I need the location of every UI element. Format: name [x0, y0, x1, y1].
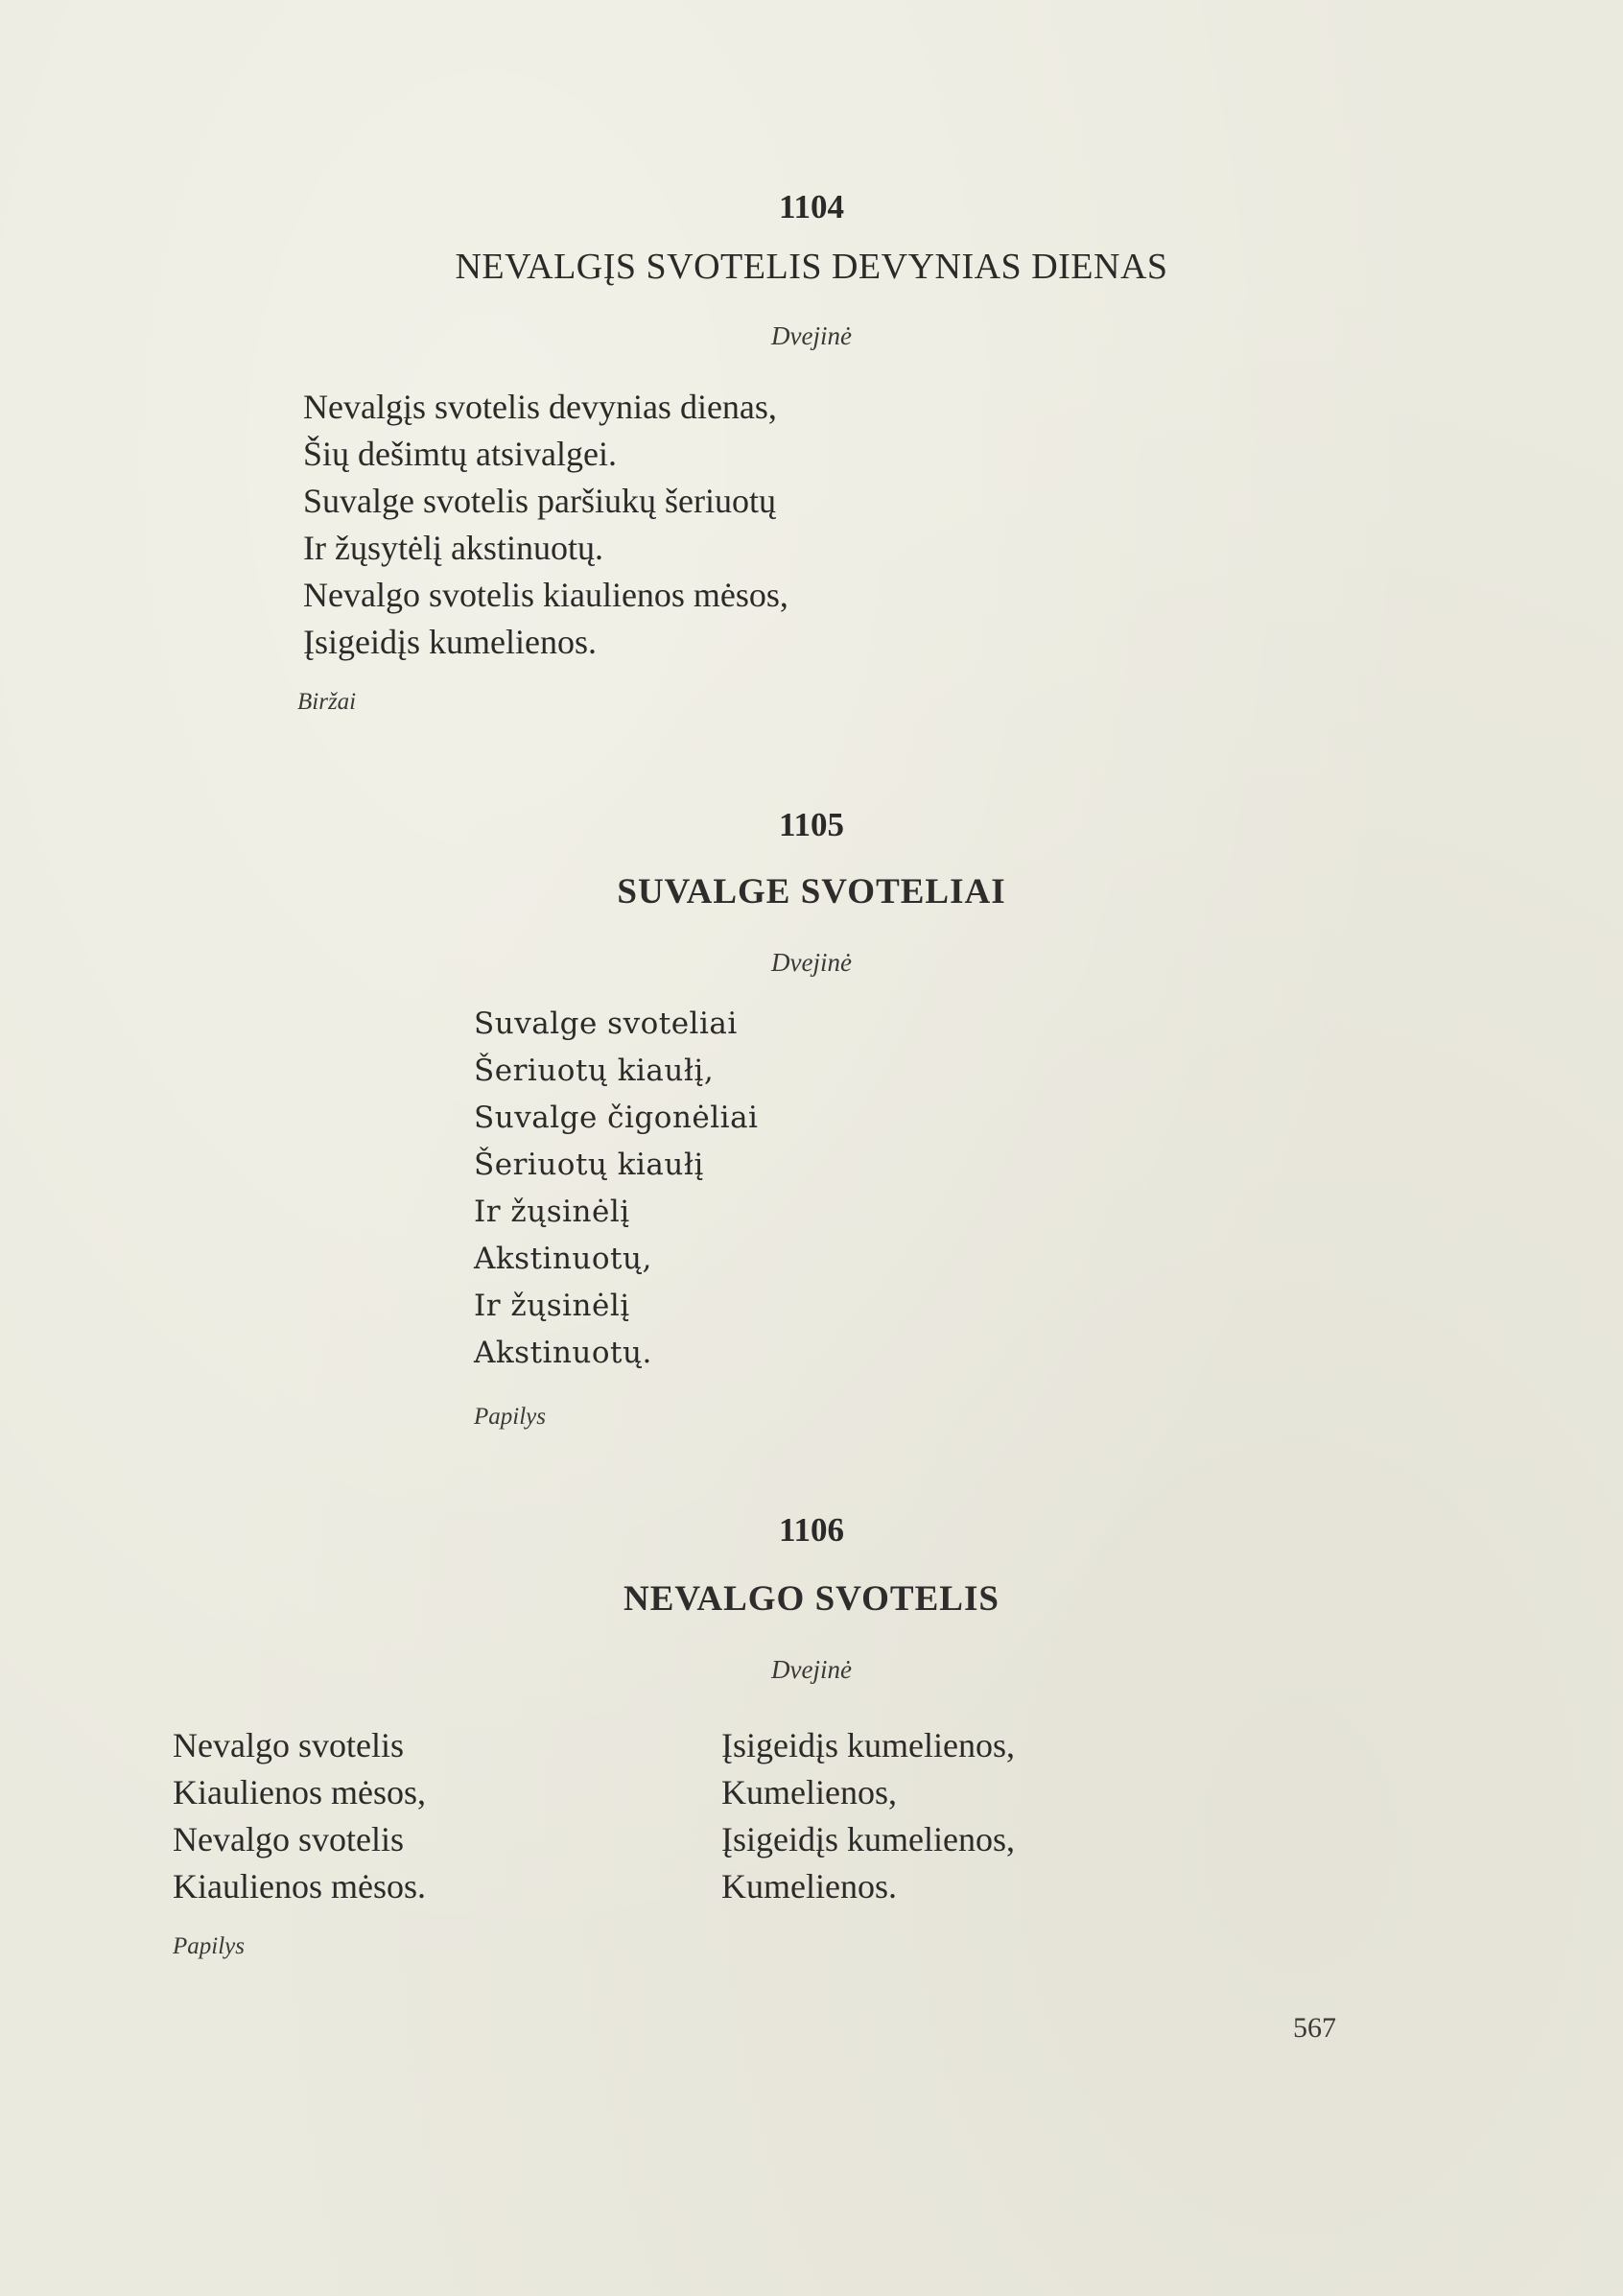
verse-line: Nevalgįs svotelis devynias dienas, [303, 388, 777, 426]
verse-line: Įsigeidįs kumelienos. [303, 623, 597, 661]
verse-line: Suvalge svoteliai [474, 1006, 738, 1041]
verse-line: Kumelienos. [721, 1867, 897, 1905]
song-genre: Dvejinė [771, 1655, 852, 1684]
song-number: 1106 [778, 1511, 845, 1549]
verse-line: Kiaulienos mėsos, [173, 1773, 426, 1811]
song-title: SUVALGE SVOTELIAI [617, 872, 1006, 911]
verse-line: Ir žųsinėlį [474, 1289, 630, 1323]
verse-line: Akstinuotų. [474, 1336, 652, 1370]
song-number: 1105 [778, 806, 845, 843]
verse-line: Įsigeidįs kumelienos, [721, 1726, 1015, 1764]
verse-line: Kiaulienos mėsos. [173, 1867, 426, 1905]
verse-line: Nevalgo svotelis [173, 1820, 404, 1858]
verse-line: Kumelienos, [721, 1773, 897, 1811]
verse-line: Suvalge čigonėliai [474, 1101, 759, 1135]
song-genre: Dvejinė [771, 321, 852, 350]
verse-line: Ir žųsytėlį akstinuotų. [303, 529, 603, 567]
song-place: Papilys [474, 1404, 546, 1430]
verse-line: Suvalge svotelis paršiukų šeriuotų [303, 482, 776, 520]
verse-line: Nevalgo svotelis kiaulienos mėsos, [303, 576, 788, 614]
song-verse [474, 1001, 758, 1377]
verse-line: Nevalgo svotelis [173, 1726, 404, 1764]
verse-line: Šeriuotų kiaułį [474, 1148, 704, 1182]
song-verse [303, 384, 788, 666]
verse-line: Šeriuotų kiaułį, [474, 1053, 715, 1088]
song-number: 1104 [778, 188, 845, 225]
song-place: Papilys [173, 1933, 245, 1959]
song-verse-right [721, 1722, 1015, 1910]
song-genre: Dvejinė [771, 948, 852, 977]
song-title: NEVALGO SVOTELIS [623, 1579, 1000, 1619]
song-verse-left [173, 1722, 426, 1910]
verse-line: Akstinuotų, [474, 1242, 652, 1276]
verse-line: Įsigeidįs kumelienos, [721, 1820, 1015, 1858]
song-place: Biržai [297, 689, 357, 715]
verse-line: Šių dešimtų atsivalgei. [303, 435, 617, 473]
page-number: 567 [1293, 2012, 1336, 2044]
verse-line: Ir žųsinėlį [474, 1195, 630, 1229]
song-title: NEVALGĮS SVOTELIS DEVYNIAS DIENAS [455, 247, 1168, 287]
